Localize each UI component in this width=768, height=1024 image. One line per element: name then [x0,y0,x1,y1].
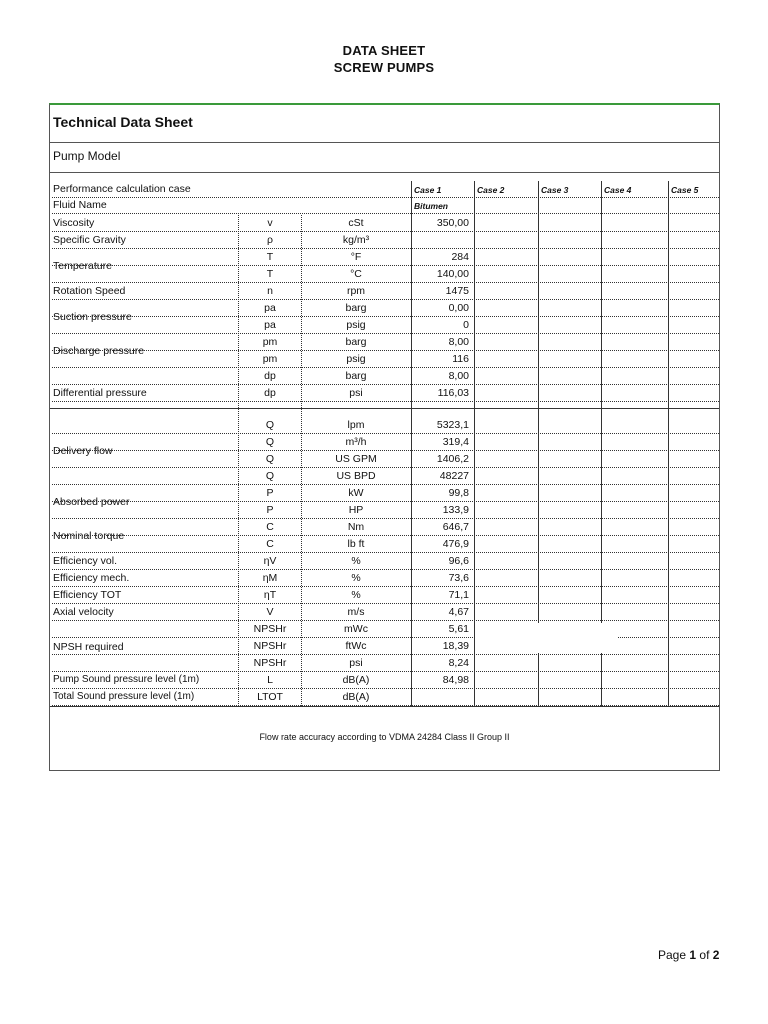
row-divider [52,620,719,621]
row-unit: % [351,589,361,601]
row-divider [52,299,719,300]
row-value: 476,9 [442,538,469,550]
row-value: 73,6 [448,572,469,584]
row-symbol: pa [264,319,276,331]
row-divider [52,433,719,434]
sheet-title-row [50,105,719,143]
row-unit: m³/h [345,436,367,448]
row-label: Pump Sound pressure level (1m) [53,674,200,685]
case-header-5: Case 5 [671,185,699,195]
header-line-2: SCREW PUMPS [333,60,435,75]
row-symbol: L [267,674,273,686]
row-value: 8,24 [448,657,469,669]
row-divider [52,637,719,638]
row-unit: °F [350,251,362,263]
row-label: Viscosity [53,217,95,229]
row-divider [52,265,719,266]
row-symbol: dp [264,387,276,399]
row-value: 1475 [445,285,469,297]
row-symbol: Q [265,419,275,431]
row-divider [52,654,719,655]
row-label: Differential pressure [53,386,147,399]
row-divider [52,671,719,672]
case-header-4: Case 4 [604,185,632,195]
row-divider [52,282,719,283]
row-divider [52,350,719,351]
row-divider [52,248,719,249]
row-divider [52,569,719,570]
row-symbol: Q [265,470,275,482]
row-symbol: ρ [267,234,273,246]
row-value: 140,00 [436,268,469,280]
row-value: 116 [452,353,469,365]
row-symbol: T [266,268,274,280]
row-value: 0,00 [448,302,469,314]
row-symbol: NPSHr [253,623,287,635]
row-value: 71,1 [448,589,469,601]
row-value: 284 [451,251,469,263]
table-bottom [50,706,719,707]
case-header-3: Case 3 [541,185,569,195]
row-symbol: V [266,606,274,618]
row-value: 319,4 [442,436,469,448]
row-divider [52,501,719,502]
row-value: 5,61 [448,623,469,635]
row-label: Temperature [53,260,112,272]
column-divider [411,181,412,706]
row-value: 5323,1 [436,419,469,431]
row-unit: barg [345,302,367,314]
row-label: Rotation Speed [53,285,126,297]
row-divider [52,603,719,604]
column-divider [668,181,669,706]
row-divider [52,552,719,553]
row-value: 99,8 [448,487,469,499]
column-divider [238,215,239,706]
row-unit: lpm [347,419,365,431]
technical-data-sheet [49,103,720,771]
pump-model-label: Pump Model [53,149,121,163]
row-value: 1406,2 [436,453,469,465]
row-label: Nominal torque [53,530,125,542]
row-divider [52,384,719,385]
case-header-1: Case 1 [414,185,442,195]
row-unit: kW [348,487,364,499]
row-label: Discharge pressure [53,345,145,357]
row-label: Specific Gravity [53,234,126,246]
row-unit: m/s [347,606,365,618]
row-symbol: P [266,487,274,499]
row-symbol: pa [264,302,276,314]
row-symbol: pm [262,336,278,348]
row-symbol: Q [265,453,275,465]
row-unit: psi [349,657,363,669]
row-unit: kg/m³ [342,234,370,246]
row-divider [52,467,719,468]
page-footer [658,948,719,962]
row-symbol: ηV [263,555,277,567]
fluid-name-value: Bitumen [414,201,448,211]
row-unit: HP [348,504,364,516]
row-divider [52,450,719,451]
row-label: Total Sound pressure level (1m) [53,691,195,702]
row-label: Efficiency vol. [53,555,117,567]
row-symbol: ηM [262,572,278,584]
row-divider [52,197,719,198]
blank-patch [475,623,618,653]
row-unit: psi [349,387,363,399]
perf-calc-label: Performance calculation case [53,183,191,195]
row-symbol: NPSHr [253,657,287,669]
section-divider [50,408,719,409]
pump-model-row [50,142,719,173]
row-unit: % [351,572,361,584]
row-unit: dB(A) [342,674,370,686]
row-symbol: C [266,538,274,550]
row-unit: lb ft [347,538,365,550]
header-line-1: DATA SHEET [342,43,426,58]
sheet-title: Technical Data Sheet [53,114,193,130]
row-unit: cSt [348,217,364,229]
row-symbol: P [266,504,274,516]
row-value: 350,00 [436,217,469,229]
row-divider [52,586,719,587]
row-divider [52,213,719,214]
row-value: 133,9 [442,504,469,516]
row-value: 116,03 [437,387,469,399]
row-value: 18,39 [442,640,469,652]
of-word: of [699,948,710,962]
row-value: 4,67 [448,606,469,618]
flow-accuracy-note: Flow rate accuracy according to VDMA 24284 Class II Group II [259,732,510,742]
row-unit: dB(A) [342,691,370,703]
row-divider [52,518,719,519]
row-unit: °C [350,268,362,280]
page-number: 1 [689,948,697,962]
row-symbol: Q [265,436,275,448]
row-divider [52,484,719,485]
page-total: 2 [712,948,720,962]
row-label: Efficiency mech. [53,572,130,584]
row-value: 48227 [439,470,469,482]
row-label: NPSH required [53,640,124,653]
row-symbol: LTOT [257,691,283,703]
row-unit: mWc [344,623,368,635]
row-divider [52,231,719,232]
row-symbol: dp [264,370,276,382]
row-unit: % [351,555,361,567]
row-symbol: n [267,285,273,297]
row-unit: psig [346,319,366,331]
row-label: Absorbed power [53,496,130,508]
row-unit: US GPM [335,453,377,465]
row-label: Axial velocity [53,606,114,618]
page-word: Page [658,948,687,962]
row-divider [52,535,719,536]
row-unit: barg [345,336,367,348]
row-divider [52,333,719,334]
row-unit: ftWc [345,640,367,652]
row-label: Delivery flow [53,445,113,457]
row-unit: psig [346,353,366,365]
row-divider [52,401,719,402]
row-value: 96,6 [448,555,469,567]
row-value: 8,00 [448,370,469,382]
row-symbol: NPSHr [253,640,287,652]
row-value: 646,7 [442,521,469,533]
row-divider [52,367,719,368]
column-divider [301,215,302,706]
row-symbol: v [267,217,273,229]
row-value: 8,00 [448,336,469,348]
row-unit: barg [345,370,367,382]
row-value: 0 [463,319,469,331]
row-symbol: C [266,521,274,533]
case-header-2: Case 2 [477,185,505,195]
fluid-name-label: Fluid Name [53,199,107,211]
row-label: Efficiency TOT [53,589,122,601]
row-divider [52,316,719,317]
row-label: Suction pressure [53,311,132,323]
row-symbol: pm [262,353,278,365]
row-symbol: T [266,251,274,263]
row-value: 84,98 [442,674,469,686]
row-divider [52,688,719,689]
row-unit: Nm [347,521,365,533]
row-symbol: ηT [263,589,277,601]
row-unit: US BPD [336,470,376,482]
row-unit: rpm [346,285,366,297]
